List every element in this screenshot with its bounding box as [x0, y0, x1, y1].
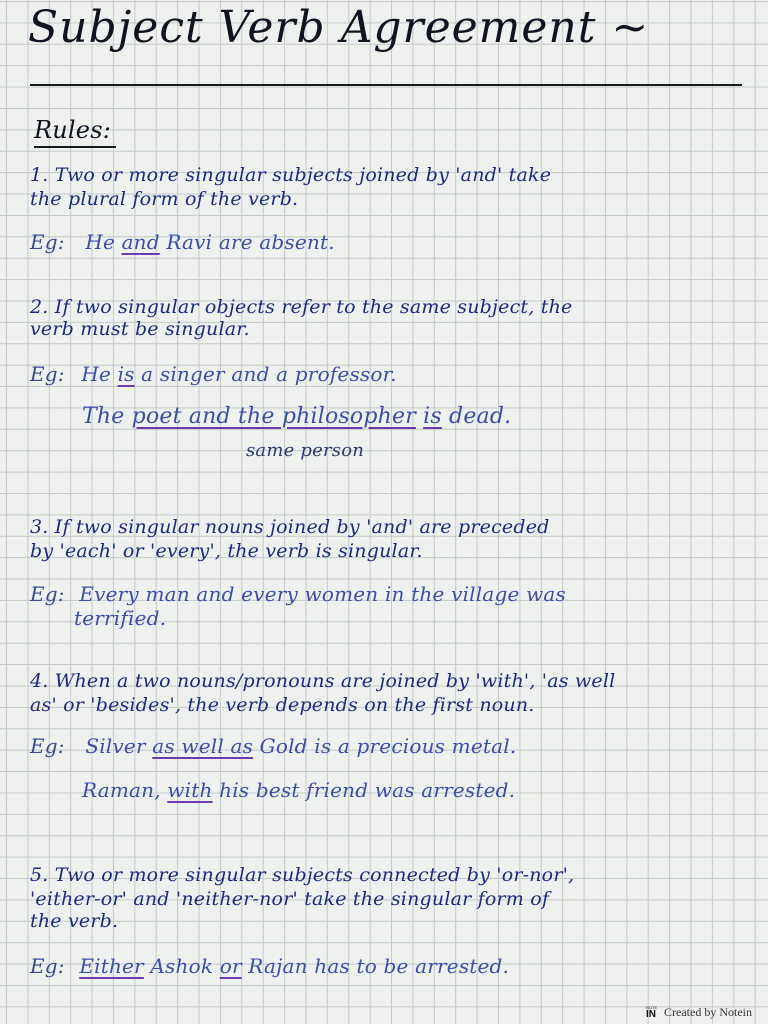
rule-2-example-2: The poet and the philosopher is dead.	[82, 404, 512, 429]
rule-4-example-1: Eg: Silver as well as Gold is a precious metal.	[30, 734, 517, 758]
highlighted-phrase: poet and the philosopher	[131, 404, 416, 429]
notein-logo-icon: NOTE IN	[646, 1004, 658, 1020]
title-divider	[30, 84, 742, 86]
eg-label: Eg:	[30, 362, 65, 386]
rule-5-line-1: 5. Two or more singular subjects connected by 'or-nor',	[30, 864, 575, 886]
eg-label: Eg:	[30, 582, 65, 606]
highlighted-word: is	[117, 362, 135, 386]
footer-credit: Created by Notein	[664, 1005, 752, 1019]
highlighted-word: and	[121, 230, 160, 254]
rule-1-example-1: Eg: He and Ravi are absent.	[30, 230, 335, 254]
rule-3-line-2: by 'each' or 'every', the verb is singular.	[30, 540, 423, 562]
rule-4-line-2: as' or 'besides', the verb depends on the first noun.	[30, 694, 535, 716]
rule-1-line-1: 1. Two or more singular subjects joined by 'and' take	[30, 164, 552, 186]
rule-5-line-3: the verb.	[30, 910, 119, 932]
eg-label: Eg:	[30, 230, 65, 254]
rule-4-example-2: Raman, with his best friend was arrested.	[82, 778, 516, 802]
rule-2-example-1: Eg: He is a singer and a professor.	[30, 362, 397, 386]
rule-5-line-2: 'either-or' and 'neither-nor' take the singular form of	[30, 888, 550, 910]
app-footer	[646, 1005, 752, 1020]
highlighted-phrase: as well as	[152, 734, 254, 758]
eg-label: Eg:	[30, 954, 65, 978]
highlighted-word: is	[423, 404, 442, 429]
rule-4-line-1: 4. When a two nouns/pronouns are joined by 'with', 'as well	[30, 670, 616, 692]
rule-3-line-1: 3. If two singular nouns joined by 'and' are preceded	[30, 516, 550, 538]
rule-2-line-1: 2. If two singular objects refer to the same subject, the	[30, 296, 573, 318]
rules-heading-underline	[34, 146, 116, 148]
rule-1-line-2: the plural form of the verb.	[30, 188, 299, 210]
rules-heading: Rules:	[34, 116, 112, 144]
page-title: Subject Verb Agreement ~	[28, 2, 650, 53]
rule-3-example-1-cont: terrified.	[74, 606, 167, 630]
rule-2-note: same person	[246, 440, 365, 461]
eg-label: Eg:	[30, 734, 65, 758]
highlighted-word: or	[219, 954, 242, 978]
highlighted-word: Either	[79, 954, 144, 978]
rule-2-line-2: verb must be singular.	[30, 318, 250, 340]
rule-3-example-1: Eg: Every man and every women in the village was	[30, 582, 567, 606]
highlighted-word: with	[167, 778, 213, 802]
rule-5-example-1: Eg: Either Ashok or Rajan has to be arrested.	[30, 954, 510, 978]
